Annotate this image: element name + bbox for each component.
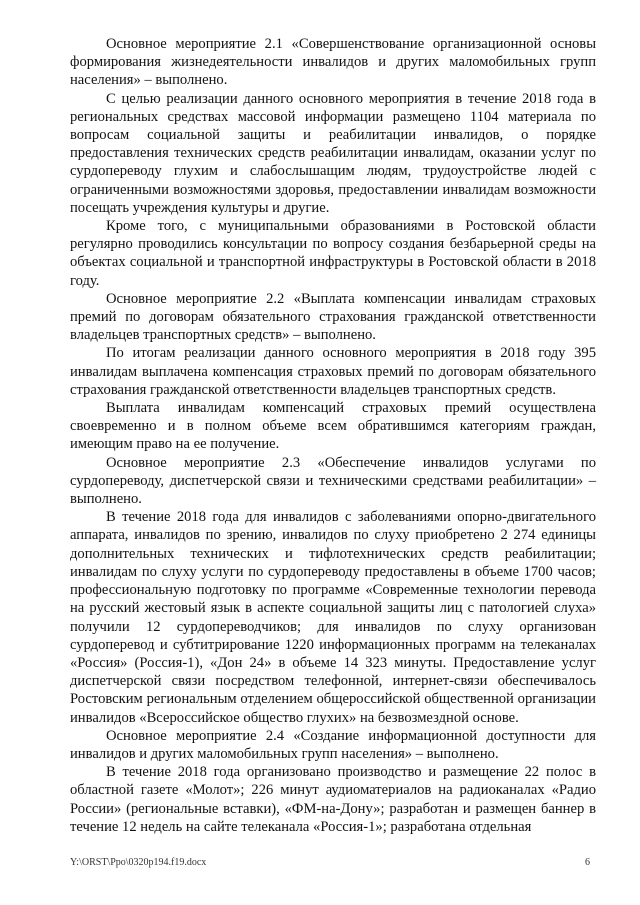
paragraph-activity-2-2: Основное мероприятие 2.2 «Выплата компенсации инвалидам страховых премий по договорам обязательного страхования гражданской ответственности владельцев транспортных средств» – выполнено. [70, 290, 596, 344]
paragraph-activity-2-3: Основное мероприятие 2.3 «Обеспечение инвалидов услугами по сурдопереводу, диспетчерской связи и техническими средствами реабилитации» – выполнено. [70, 454, 596, 508]
paragraph-consultations: Кроме того, с муниципальными образованиями в Ростовской области регулярно проводились консультации по вопросу создания безбарьерной среды на объектах социальной и транспортной инфраструктуры в Ростовской области в 2018 году. [70, 218, 596, 289]
paragraph-activity-2-1: Основное мероприятие 2.1 «Совершенствование организационной основы формирования жизнедеятельности инвалидов и других маломобильных групп населения» – выполнено. [70, 36, 596, 89]
paragraph-compensation-payment: Выплата инвалидам компенсаций страховых премий осуществлена своевременно и в полном объеме всем обратившимся категориям граждан, имеющим право на ее получение. [70, 400, 596, 453]
paragraph-compensation-results: По итогам реализации данного основного мероприятия в 2018 году 395 инвалидам выплачена компенсация страховых премий по договорам обязательного страхования гражданской ответственности владельцев транспортных средств. [70, 345, 596, 398]
paragraph-media-materials: С целью реализации данного основного мероприятия в течение 2018 года в региональных средствах массовой информации размещено 1104 материала по вопросам социальной защиты и реабилитации инвалидов, о порядке предоставления технических средств реабилитации инвалидам, оказании услуг по сурдопереводу глухим и слабослышащим людям, трудоустройстве людей с ограниченными возможностями здоровья, предоставлении инвалидам возможности посещать учреждения культуры и другие. [70, 90, 596, 216]
paragraph-rehabilitation-means: В течение 2018 года для инвалидов с заболеваниями опорно-двигательного аппарата, инвалидов по зрению, инвалидов по слуху приобретено 2 274 единицы дополнительных технических и тифлотехнических средств реабилитации; инвалидам по слуху услуги по сурдопереводу предоставлены в объеме 1700 часов; профессиональную подготовку по программе «Современные технологии перевода на русский жестовый язык в аспекте социальной защиты лиц с патологией слуха» получили 12 сурдопереводчиков; для инвалидов по слуху организован сурдоперевод и субтитрирование 1220 информационных программ на телеканалах «Россия» (Россия-1), «Дон 24» в объеме 14 323 минуты. Предоставление услуг диспетчерской связи посредством телефонной, интернет-связи обеспечивалось Ростовским региональным отделением общероссийской общественной организации инвалидов «Всероссийское общество глухих» на безвозмездной основе. [70, 509, 596, 726]
paragraph-activity-2-4: Основное мероприятие 2.4 «Создание информационной доступности для инвалидов и других маломобильных групп населения» – выполнено. [70, 727, 596, 762]
document-body [70, 35, 596, 836]
file-path: Y:\ORST\Ppo\0320p194.f19.docx [70, 857, 207, 868]
page-number: 6 [585, 857, 590, 868]
paragraph-information-accessibility: В течение 2018 года организовано производство и размещение 22 полос в областной газете «Молот»; 226 минут аудиоматериалов на радиоканалах «Радио России» (региональные вставки), «ФМ-на-Дону»; разработан и размещен баннер в течение 12 недель на сайте телеканала «Россия-1»; разработана отдельная [70, 764, 596, 835]
